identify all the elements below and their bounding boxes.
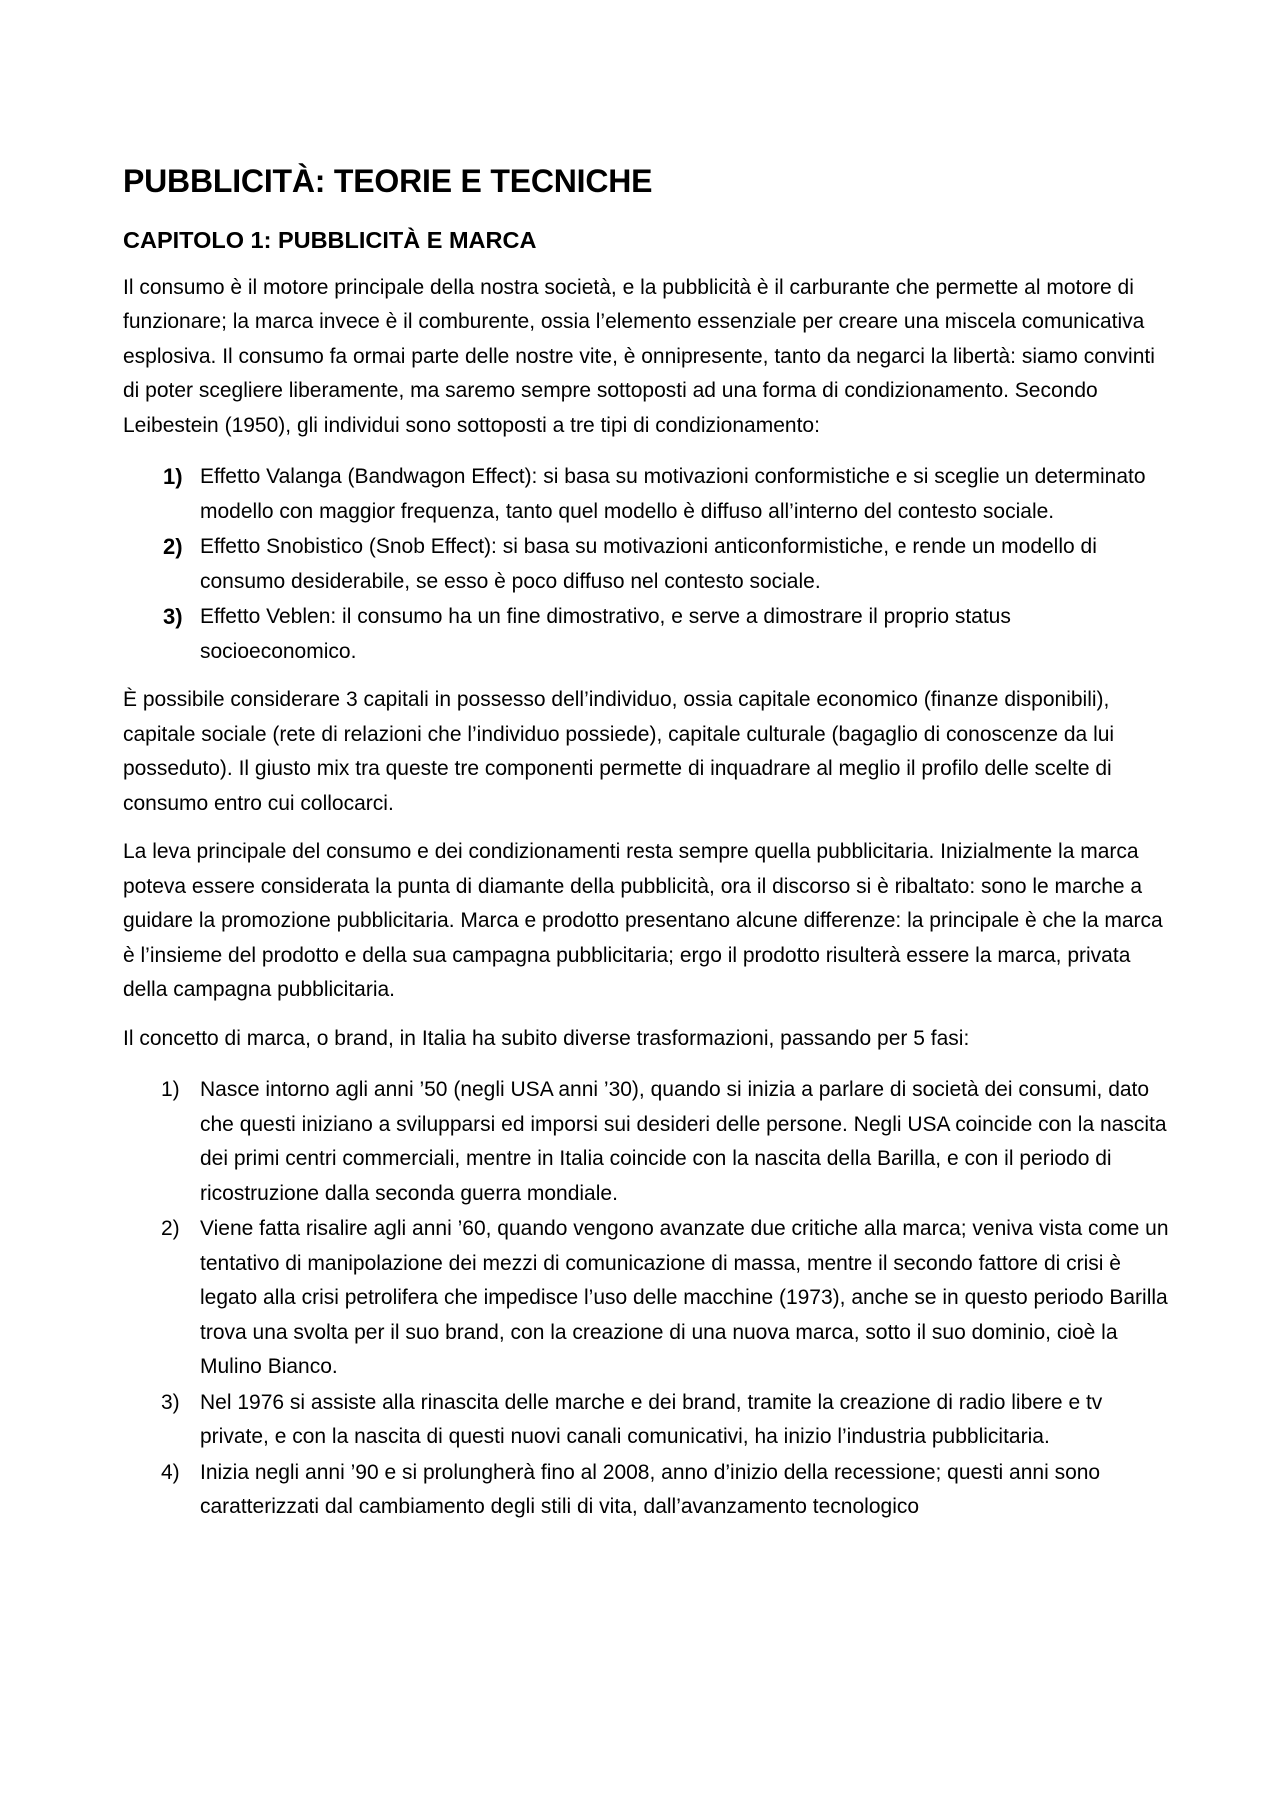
list-item-text: Viene fatta risalire agli anni ’60, quando vengono avanzate due critiche alla marca; veniva vista come un tentativo di manipolazione dei mezzi di comunicazione di massa, mentre il secondo fattore di crisi è legato alla crisi petrolifera che impedisce l’uso delle macchine (1973), anche se in questo periodo Barilla trova una svolta per il suo brand, con la creazione di una nuova marca, sotto il suo dominio, cioè la Mulino Bianco. [200, 1217, 1169, 1379]
list-item-number: 1) [163, 464, 183, 490]
document-page [123, 150, 1173, 1526]
list-item-text: Effetto Valanga (Bandwagon Effect): si basa su motivazioni conformistiche e si sceglie un determinato modello con maggior frequenza, tanto quel modello è diffuso all’interno del contesto sociale. [200, 465, 1146, 523]
list-item [123, 1456, 1173, 1525]
phases-list [123, 1073, 1173, 1525]
list-item-text: Nasce intorno agli anni ’50 (negli USA anni ’30), quando si inizia a parlare di società dei consumi, dato che questi iniziano a svilupparsi ed imporsi sui desideri delle persone. Negli USA coincide con la nascita dei primi centri commerciali, mentre in Italia coincide con la nascita della Barilla, e con il periodo di ricostruzione dalla seconda guerra mondiale. [200, 1078, 1167, 1205]
list-item-text: Inizia negli anni ’90 e si prolungherà fino al 2008, anno d’inizio della recessione; questi anni sono caratterizzati dal cambiamento degli stili di vita, dall’avanzamento tecnologico [200, 1460, 1101, 1519]
document-title: PUBBLICITÀ: TEORIE E TECNICHE [123, 163, 653, 199]
brand-paragraph: La leva principale del consumo e dei condizionamenti resta sempre quella pubblicitaria. Inizialmente la marca poteva essere considerata la punta di diamante della pubblicità, ora il discorso si è ribaltato: sono le marche a guidare la promozione pubblicitaria. Marca e prodotto presentano alcune differenze: la principale è che la marca è l’insieme del prodotto e della sua campagna pubblicitaria; ergo il prodotto risulterà essere la marca, privata della campagna pubblicitaria. [123, 840, 1163, 1002]
chapter-title: CAPITOLO 1: PUBBLICITÀ E MARCA [123, 227, 537, 254]
capitals-paragraph: È possibile considerare 3 capitali in possesso dell’individuo, ossia capitale economico (finanze disponibili), capitale sociale (rete di relazioni che l’individuo possiede), capitale culturale (bagaglio di conoscenze da lui posseduto). Il giusto mix tra queste tre componenti permette di inquadrare al meglio il profilo delle scelte di consumo entro cui collocarci. [123, 688, 1115, 815]
list-item [123, 460, 1173, 529]
list-item [123, 1073, 1173, 1211]
list-item-text: Effetto Veblen: il consumo ha un fine dimostrativo, e serve a dimostrare il proprio status socioeconomico. [200, 605, 1011, 663]
list-item-text: Effetto Snobistico (Snob Effect): si basa su motivazioni anticonformistiche, e rende un modello di consumo desiderabile, se esso è poco diffuso nel contesto sociale. [200, 535, 1097, 593]
list-item [123, 1212, 1173, 1385]
phases-intro: Il concetto di marca, o brand, in Italia ha subito diverse trasformazioni, passando per 5 fasi: [123, 1026, 970, 1050]
conditioning-list [123, 460, 1173, 669]
list-item [123, 530, 1173, 599]
list-item-number: 2) [163, 534, 183, 560]
list-item-number: 1) [161, 1078, 180, 1102]
list-item [123, 1386, 1173, 1455]
intro-paragraph: Il consumo è il motore principale della nostra società, e la pubblicità è il carburante che permette al motore di funzionare; la marca invece è il comburente, ossia l’elemento essenziale per creare una miscela comunicativa esplosiva. Il consumo fa ormai parte delle nostre vite, è onnipresente, tanto da negarci la libertà: siamo convinti di poter scegliere liberamente, ma saremo sempre sottoposti ad una forma di condizionamento. Secondo Leibestein (1950), gli individui sono sottoposti a tre tipi di condizionamento: [123, 275, 1155, 437]
list-item-text: Nel 1976 si assiste alla rinascita delle marche e dei brand, tramite la creazione di radio libere e tv private, e con la nascita di questi nuovi canali comunicativi, ha inizio l’industria pubblicitaria. [200, 1390, 1103, 1449]
list-item-number: 4) [161, 1460, 180, 1484]
list-item-number: 2) [161, 1217, 180, 1241]
list-item-number: 3) [161, 1390, 180, 1414]
list-item-number: 3) [163, 604, 183, 630]
list-item [123, 600, 1173, 669]
